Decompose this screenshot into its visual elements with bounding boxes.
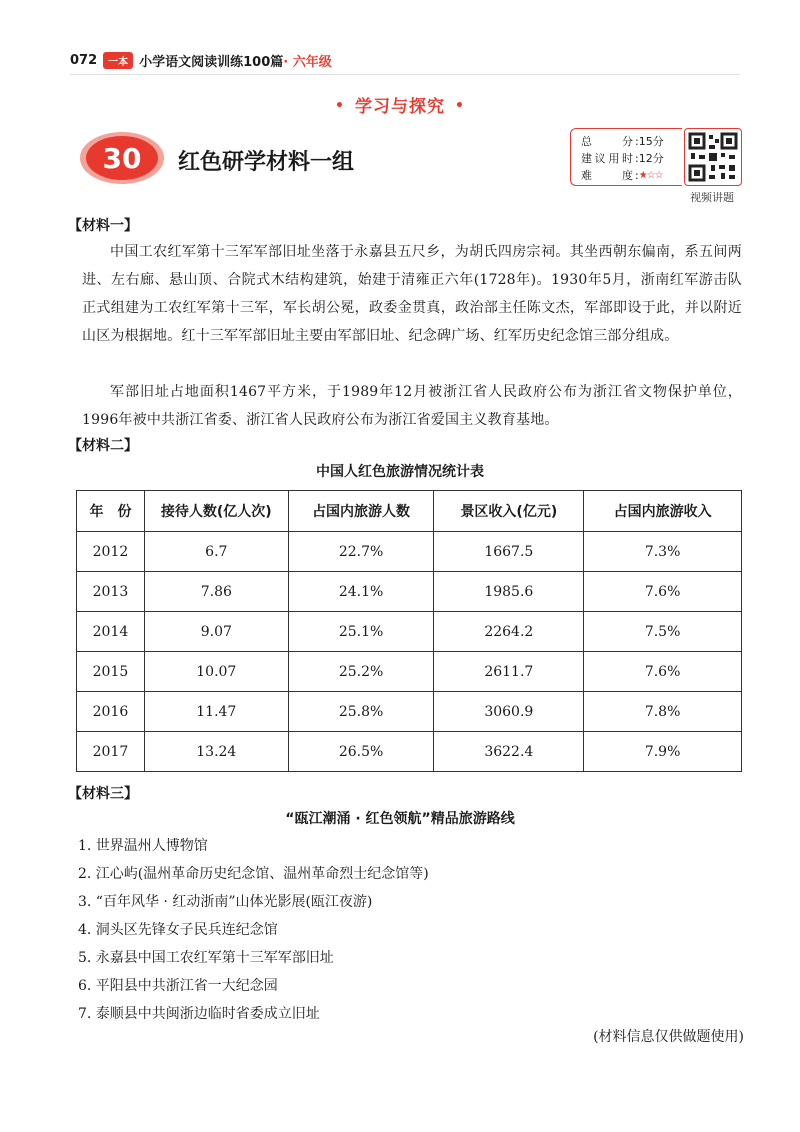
table-cell: 7.9% bbox=[584, 732, 742, 772]
table-cell: 25.8% bbox=[288, 692, 434, 732]
table-cell: 7.6% bbox=[584, 652, 742, 692]
score-value: 15分 bbox=[638, 135, 664, 148]
qr-code-icon[interactable] bbox=[684, 128, 742, 186]
column-header: 年 份 bbox=[77, 491, 145, 532]
table-cell: 25.1% bbox=[288, 612, 434, 652]
table-header-row bbox=[77, 491, 742, 532]
table-cell: 2611.7 bbox=[434, 652, 584, 692]
table-cell: 7.8% bbox=[584, 692, 742, 732]
lesson-title: 红色研学材料一组 bbox=[178, 150, 355, 175]
table-cell: 1985.6 bbox=[434, 572, 584, 612]
score-row: 总 分 : 15分 bbox=[581, 135, 664, 148]
book-title: 小学语文阅读训练100篇 bbox=[139, 54, 284, 70]
grade-label: · 六年级 bbox=[283, 54, 332, 70]
route-title: “瓯江潮涌 · 红色领航”精品旅游路线 bbox=[285, 811, 515, 827]
source-note: (材料信息仅供做题使用) bbox=[593, 1029, 744, 1045]
section-banner bbox=[0, 92, 800, 117]
time-row: 建议用时 : 12分 bbox=[581, 152, 664, 165]
list-item: 4. 洞头区先锋女子民兵连纪念馆 bbox=[78, 922, 278, 938]
table-cell: 7.86 bbox=[144, 572, 288, 612]
time-value: 12分 bbox=[638, 152, 664, 165]
lesson-number-badge bbox=[78, 130, 168, 186]
column-header: 景区收入(亿元) bbox=[434, 491, 584, 532]
difficulty-stars-icon: ★☆☆ bbox=[638, 170, 663, 181]
running-header bbox=[70, 48, 332, 72]
table-cell: 10.07 bbox=[144, 652, 288, 692]
table-cell: 2015 bbox=[77, 652, 145, 692]
bullet-icon: • bbox=[335, 98, 345, 114]
table-cell: 2013 bbox=[77, 572, 145, 612]
table-cell: 22.7% bbox=[288, 532, 434, 572]
list-item: 2. 江心屿(温州革命历史纪念馆、温州革命烈士纪念馆等) bbox=[78, 866, 429, 882]
difficulty-label: 难 度 bbox=[581, 169, 633, 182]
table-cell: 24.1% bbox=[288, 572, 434, 612]
list-item: 5. 永嘉县中国工农红军第十三军军部旧址 bbox=[78, 950, 334, 966]
material-2-label: 【材料二】 bbox=[68, 438, 138, 454]
score-label: 总 分 bbox=[581, 135, 633, 148]
table-title: 中国人红色旅游情况统计表 bbox=[316, 464, 484, 480]
bullet-icon: • bbox=[455, 98, 465, 114]
table-cell: 25.2% bbox=[288, 652, 434, 692]
list-item: 6. 平阳县中共浙江省一大纪念园 bbox=[78, 978, 278, 994]
video-explanation-link[interactable]: 视频讲题 bbox=[690, 191, 734, 204]
list-item: 7. 泰顺县中共闽浙边临时省委成立旧址 bbox=[78, 1006, 320, 1022]
table-cell: 9.07 bbox=[144, 612, 288, 652]
table-cell: 7.3% bbox=[584, 532, 742, 572]
table-row bbox=[77, 532, 742, 572]
material-1-label: 【材料一】 bbox=[68, 218, 138, 234]
table-cell: 7.5% bbox=[584, 612, 742, 652]
column-header: 接待人数(亿人次) bbox=[144, 491, 288, 532]
table-cell: 7.6% bbox=[584, 572, 742, 612]
material-1-paragraph-1: 中国工农红军第十三军军部旧址坐落于永嘉县五尺乡，为胡氏四房宗祠。其坐西朝东偏南，系五间两进、左右廊、悬山顶、合院式木结构建筑，始建于清雍正六年(1728年)。1930年5月，浙南红军游击队正式组建为工农红军第十三军，军长胡公冕，政委金贯真，政治部主任陈文杰，军部即设于此，并以附近山区为根据地。红十三军军部旧址主要由军部旧址、纪念碑广场、红军历史纪念馆三部分组成。 bbox=[82, 244, 742, 344]
list-item: 1. 世界温州人博物馆 bbox=[78, 838, 208, 854]
list-item: 3. “百年风华 · 红动浙南”山体光影展(瓯江夜游) bbox=[78, 894, 373, 910]
table-cell: 1667.5 bbox=[434, 532, 584, 572]
table-cell: 13.24 bbox=[144, 732, 288, 772]
time-label: 建议用时 bbox=[581, 152, 633, 165]
lesson-info-box bbox=[570, 128, 682, 186]
table-row bbox=[77, 732, 742, 772]
table-cell: 3060.9 bbox=[434, 692, 584, 732]
material-3-label: 【材料三】 bbox=[68, 786, 138, 802]
table-row bbox=[77, 612, 742, 652]
table-cell: 11.47 bbox=[144, 692, 288, 732]
table-cell: 2012 bbox=[77, 532, 145, 572]
header-divider bbox=[70, 74, 740, 75]
difficulty-row: 难 度 : ★☆☆ bbox=[581, 169, 663, 182]
lesson-number: 30 bbox=[102, 142, 142, 175]
table-cell: 6.7 bbox=[144, 532, 288, 572]
table-cell: 2014 bbox=[77, 612, 145, 652]
route-list bbox=[78, 832, 429, 1028]
table-row bbox=[77, 692, 742, 732]
section-title: 学习与探究 bbox=[355, 97, 445, 117]
table-cell: 2017 bbox=[77, 732, 145, 772]
brand-logo: 一本 bbox=[103, 52, 133, 69]
table-cell: 2264.2 bbox=[434, 612, 584, 652]
table-row bbox=[77, 572, 742, 612]
table-cell: 2016 bbox=[77, 692, 145, 732]
table-cell: 26.5% bbox=[288, 732, 434, 772]
column-header: 占国内旅游人数 bbox=[288, 491, 434, 532]
table-row bbox=[77, 652, 742, 692]
column-header: 占国内旅游收入 bbox=[584, 491, 742, 532]
page-number: 072 bbox=[70, 52, 98, 68]
red-tourism-stats-table bbox=[76, 490, 742, 772]
material-1-paragraph-2: 军部旧址占地面积1467平方米，于1989年12月被浙江省人民政府公布为浙江省文物保护单位，1996年被中共浙江省委、浙江省人民政府公布为浙江省爱国主义教育基地。 bbox=[82, 384, 742, 428]
table-cell: 3622.4 bbox=[434, 732, 584, 772]
